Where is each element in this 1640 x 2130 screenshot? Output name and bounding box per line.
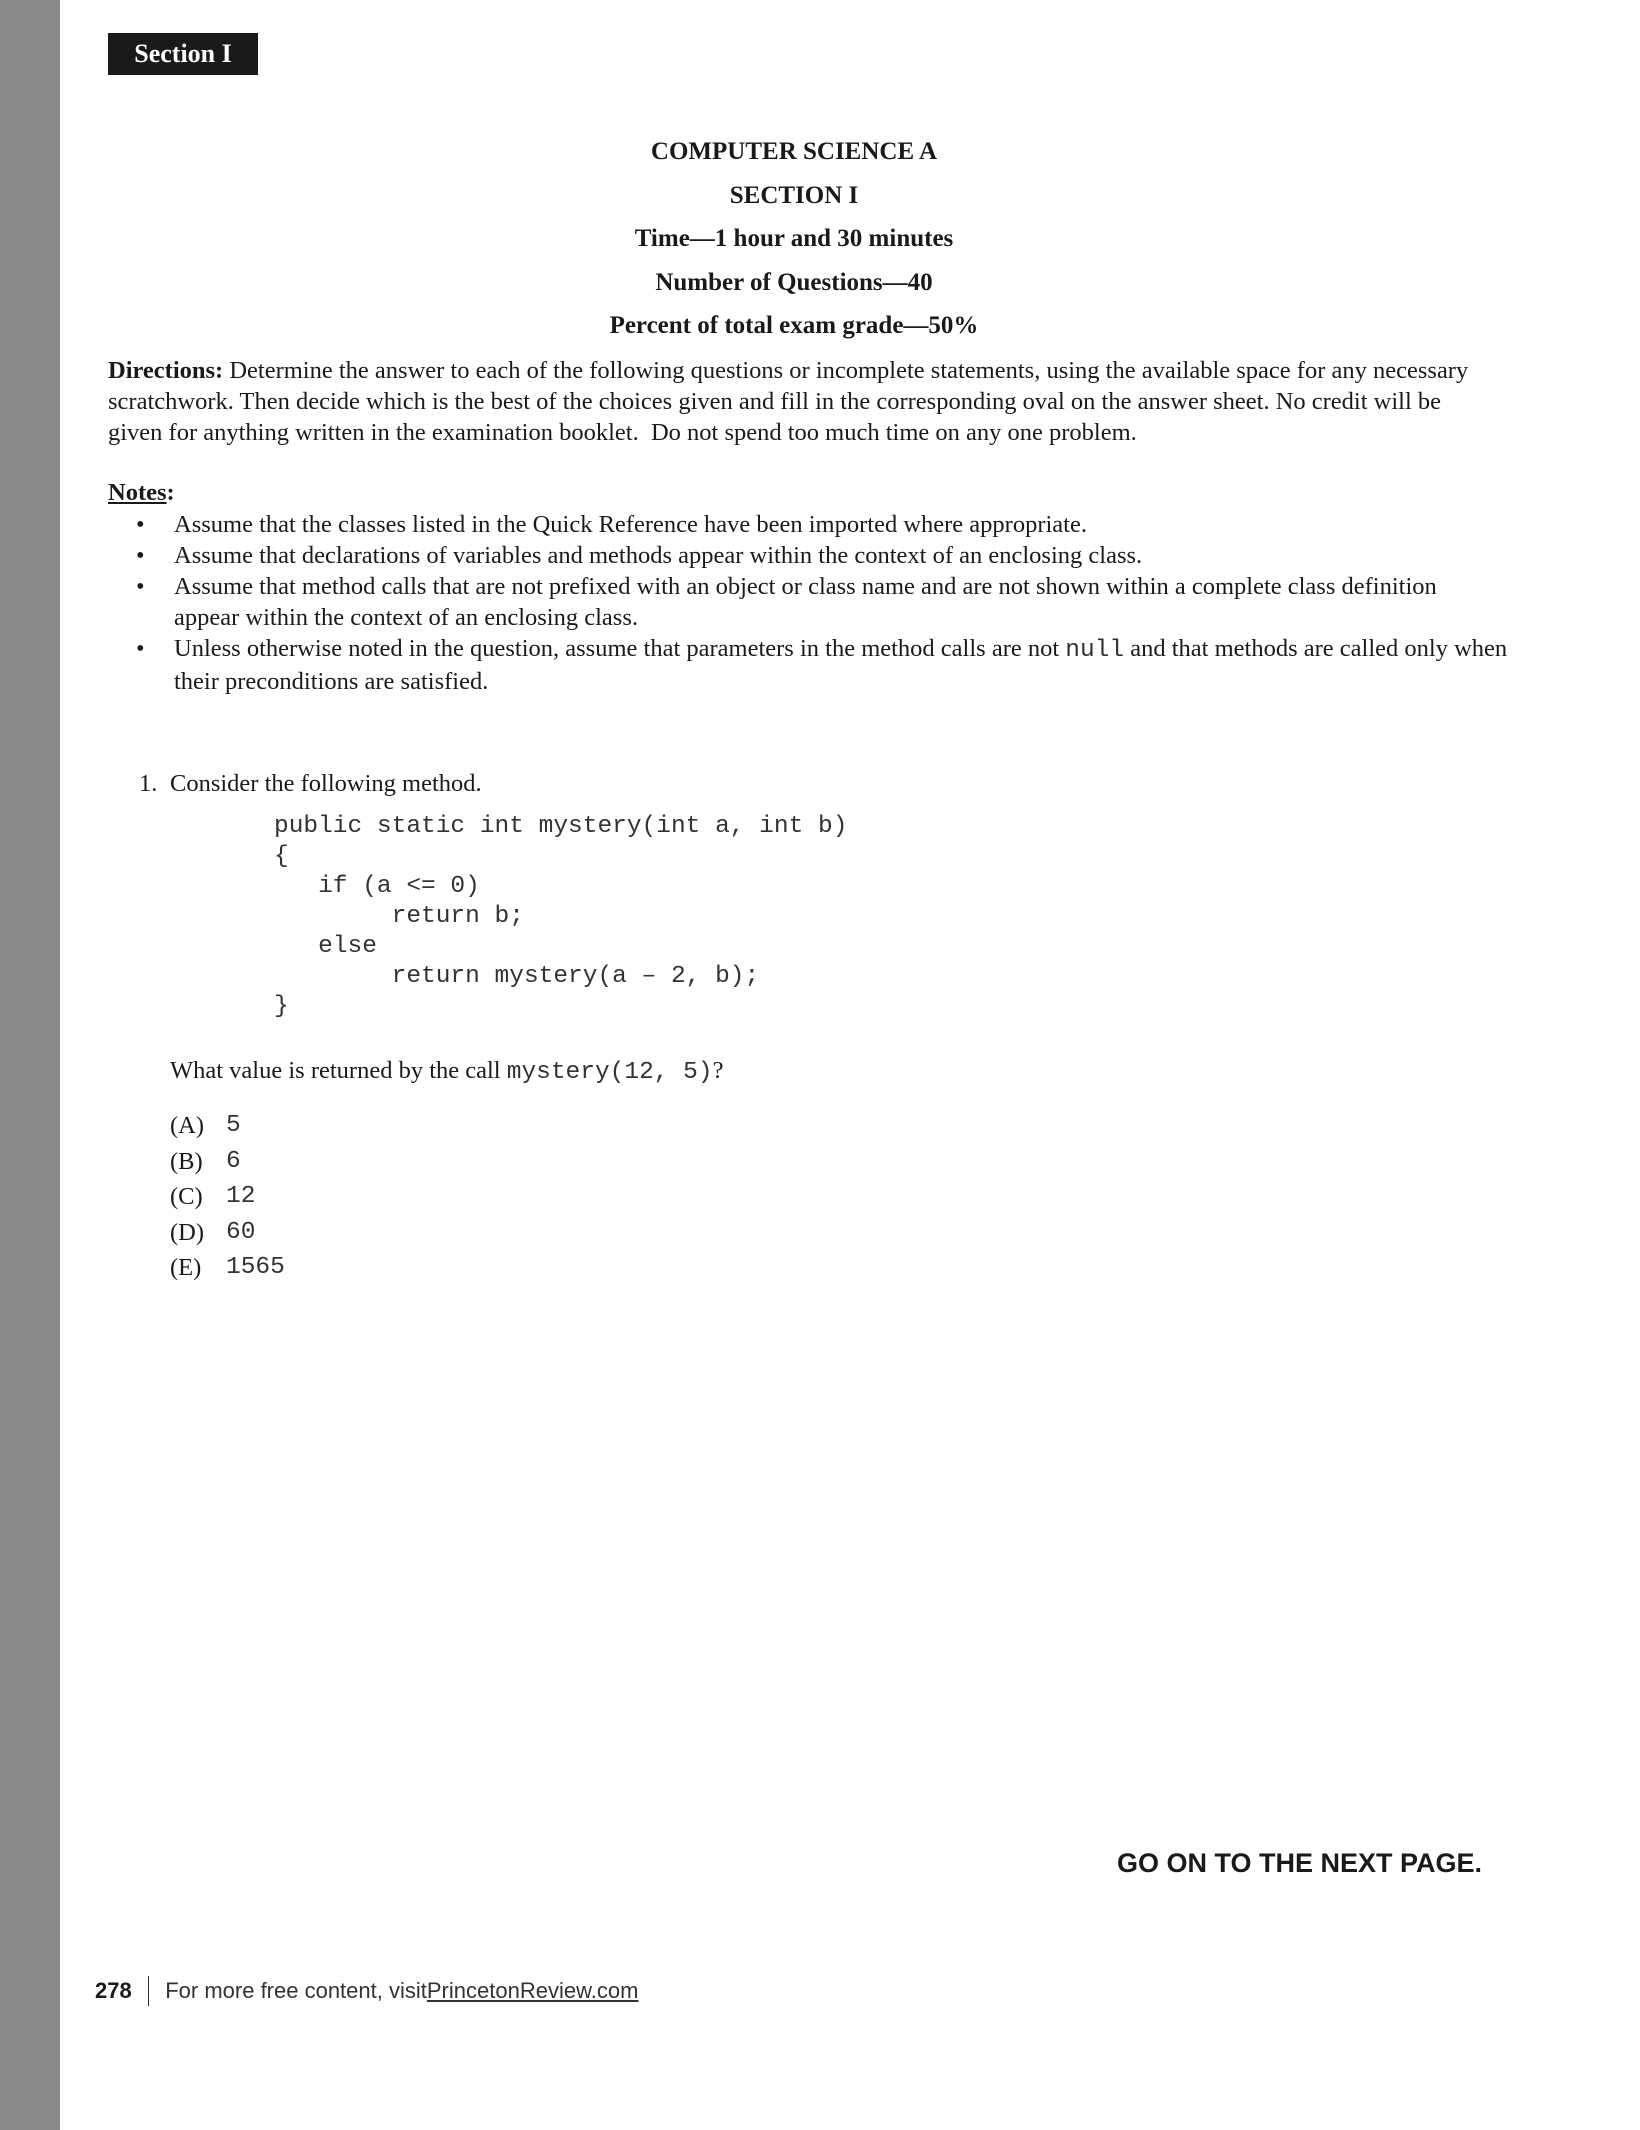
note-text: Assume that declarations of variables and methods appear within the context of an enclosing class.	[174, 542, 1143, 569]
footer-divider	[148, 1976, 150, 2006]
section-tab: Section I	[108, 33, 258, 75]
footer-link[interactable]: PrincetonReview.com	[426, 1978, 639, 2003]
choice-value: 12	[226, 1183, 256, 1210]
directions-label: Directions:	[108, 357, 224, 384]
answer-choice	[170, 1215, 285, 1251]
choice-value: 1565	[226, 1254, 285, 1281]
page-number: 278	[95, 1978, 132, 2003]
choice-letter: (D)	[170, 1218, 205, 1246]
directions-text: Determine the answer to each of the following questions or incomplete statements, using the available space for any necessary scratchwork. Then decide which is the best of the choices given and fill in the corresponding oval on the answer sheet. No credit will be given for anything written in the examination booklet. Do not spend too much time on any one problem.	[108, 357, 1469, 446]
bullet: •	[136, 511, 145, 538]
note-item	[108, 509, 1508, 540]
question-prompt-text: What value is returned by the call	[170, 1057, 507, 1084]
header-question-count: Number of Questions—40	[655, 268, 933, 296]
choice-letter: (A)	[170, 1112, 205, 1139]
note-text-after: and that methods are called only when their preconditions are satisfied.	[174, 635, 1508, 695]
notes-list	[108, 509, 1508, 697]
choice-letter: (E)	[170, 1254, 202, 1281]
question-stem: Consider the following method.	[170, 770, 482, 797]
note-item	[108, 633, 1508, 697]
bullet: •	[136, 573, 145, 600]
answer-choice	[170, 1179, 285, 1215]
exam-header	[108, 130, 1480, 348]
notes-heading-colon: :	[166, 479, 175, 506]
answer-choice	[170, 1250, 285, 1286]
choice-value: 60	[226, 1218, 256, 1246]
note-item	[108, 571, 1508, 633]
page-footer	[95, 1976, 638, 2006]
question-number: 1.	[139, 770, 158, 797]
choice-letter: (B)	[170, 1147, 203, 1175]
note-text-before: Unless otherwise noted in the question, assume that parameters in the method calls are not	[174, 635, 1066, 662]
notes-heading-label: Notes	[108, 479, 167, 506]
header-title: COMPUTER SCIENCE A	[650, 138, 938, 165]
answer-choice	[170, 1144, 285, 1180]
code-block: public static int mystery(int a, int b) { if (a <= 0) return b; else return mystery(a – 2, b); }	[274, 813, 848, 1020]
choice-value: 5	[226, 1112, 241, 1139]
header-grade-percent: Percent of total exam grade—50%	[609, 312, 979, 339]
note-code-null: null	[1065, 637, 1125, 664]
note-text: Assume that method calls that are not prefixed with an object or class name and are not shown within a complete class definition appear within the context of an enclosing class.	[174, 573, 1437, 631]
bullet: •	[136, 635, 145, 662]
choice-letter: (C)	[170, 1183, 203, 1210]
question-prompt-end: ?	[712, 1057, 724, 1084]
header-section: SECTION I	[729, 181, 859, 209]
next-page-notice: GO ON TO THE NEXT PAGE.	[1116, 1848, 1482, 1878]
answer-choice	[170, 1108, 285, 1144]
header-time: Time—1 hour and 30 minutes	[634, 225, 954, 252]
question-prompt-code: mystery(12, 5)	[506, 1059, 713, 1086]
question-prompt	[170, 1057, 723, 1086]
note-item	[108, 540, 1508, 571]
answer-choices	[170, 1108, 285, 1286]
bullet: •	[136, 542, 145, 569]
notes-heading	[108, 479, 175, 507]
footer-text: For more free content, visit	[165, 1978, 427, 2003]
choice-value: 6	[226, 1147, 241, 1175]
directions	[108, 355, 1498, 448]
page-edge-bar	[0, 0, 60, 2130]
note-text: Assume that the classes listed in the Quick Reference have been imported where appropriate.	[174, 511, 1087, 538]
